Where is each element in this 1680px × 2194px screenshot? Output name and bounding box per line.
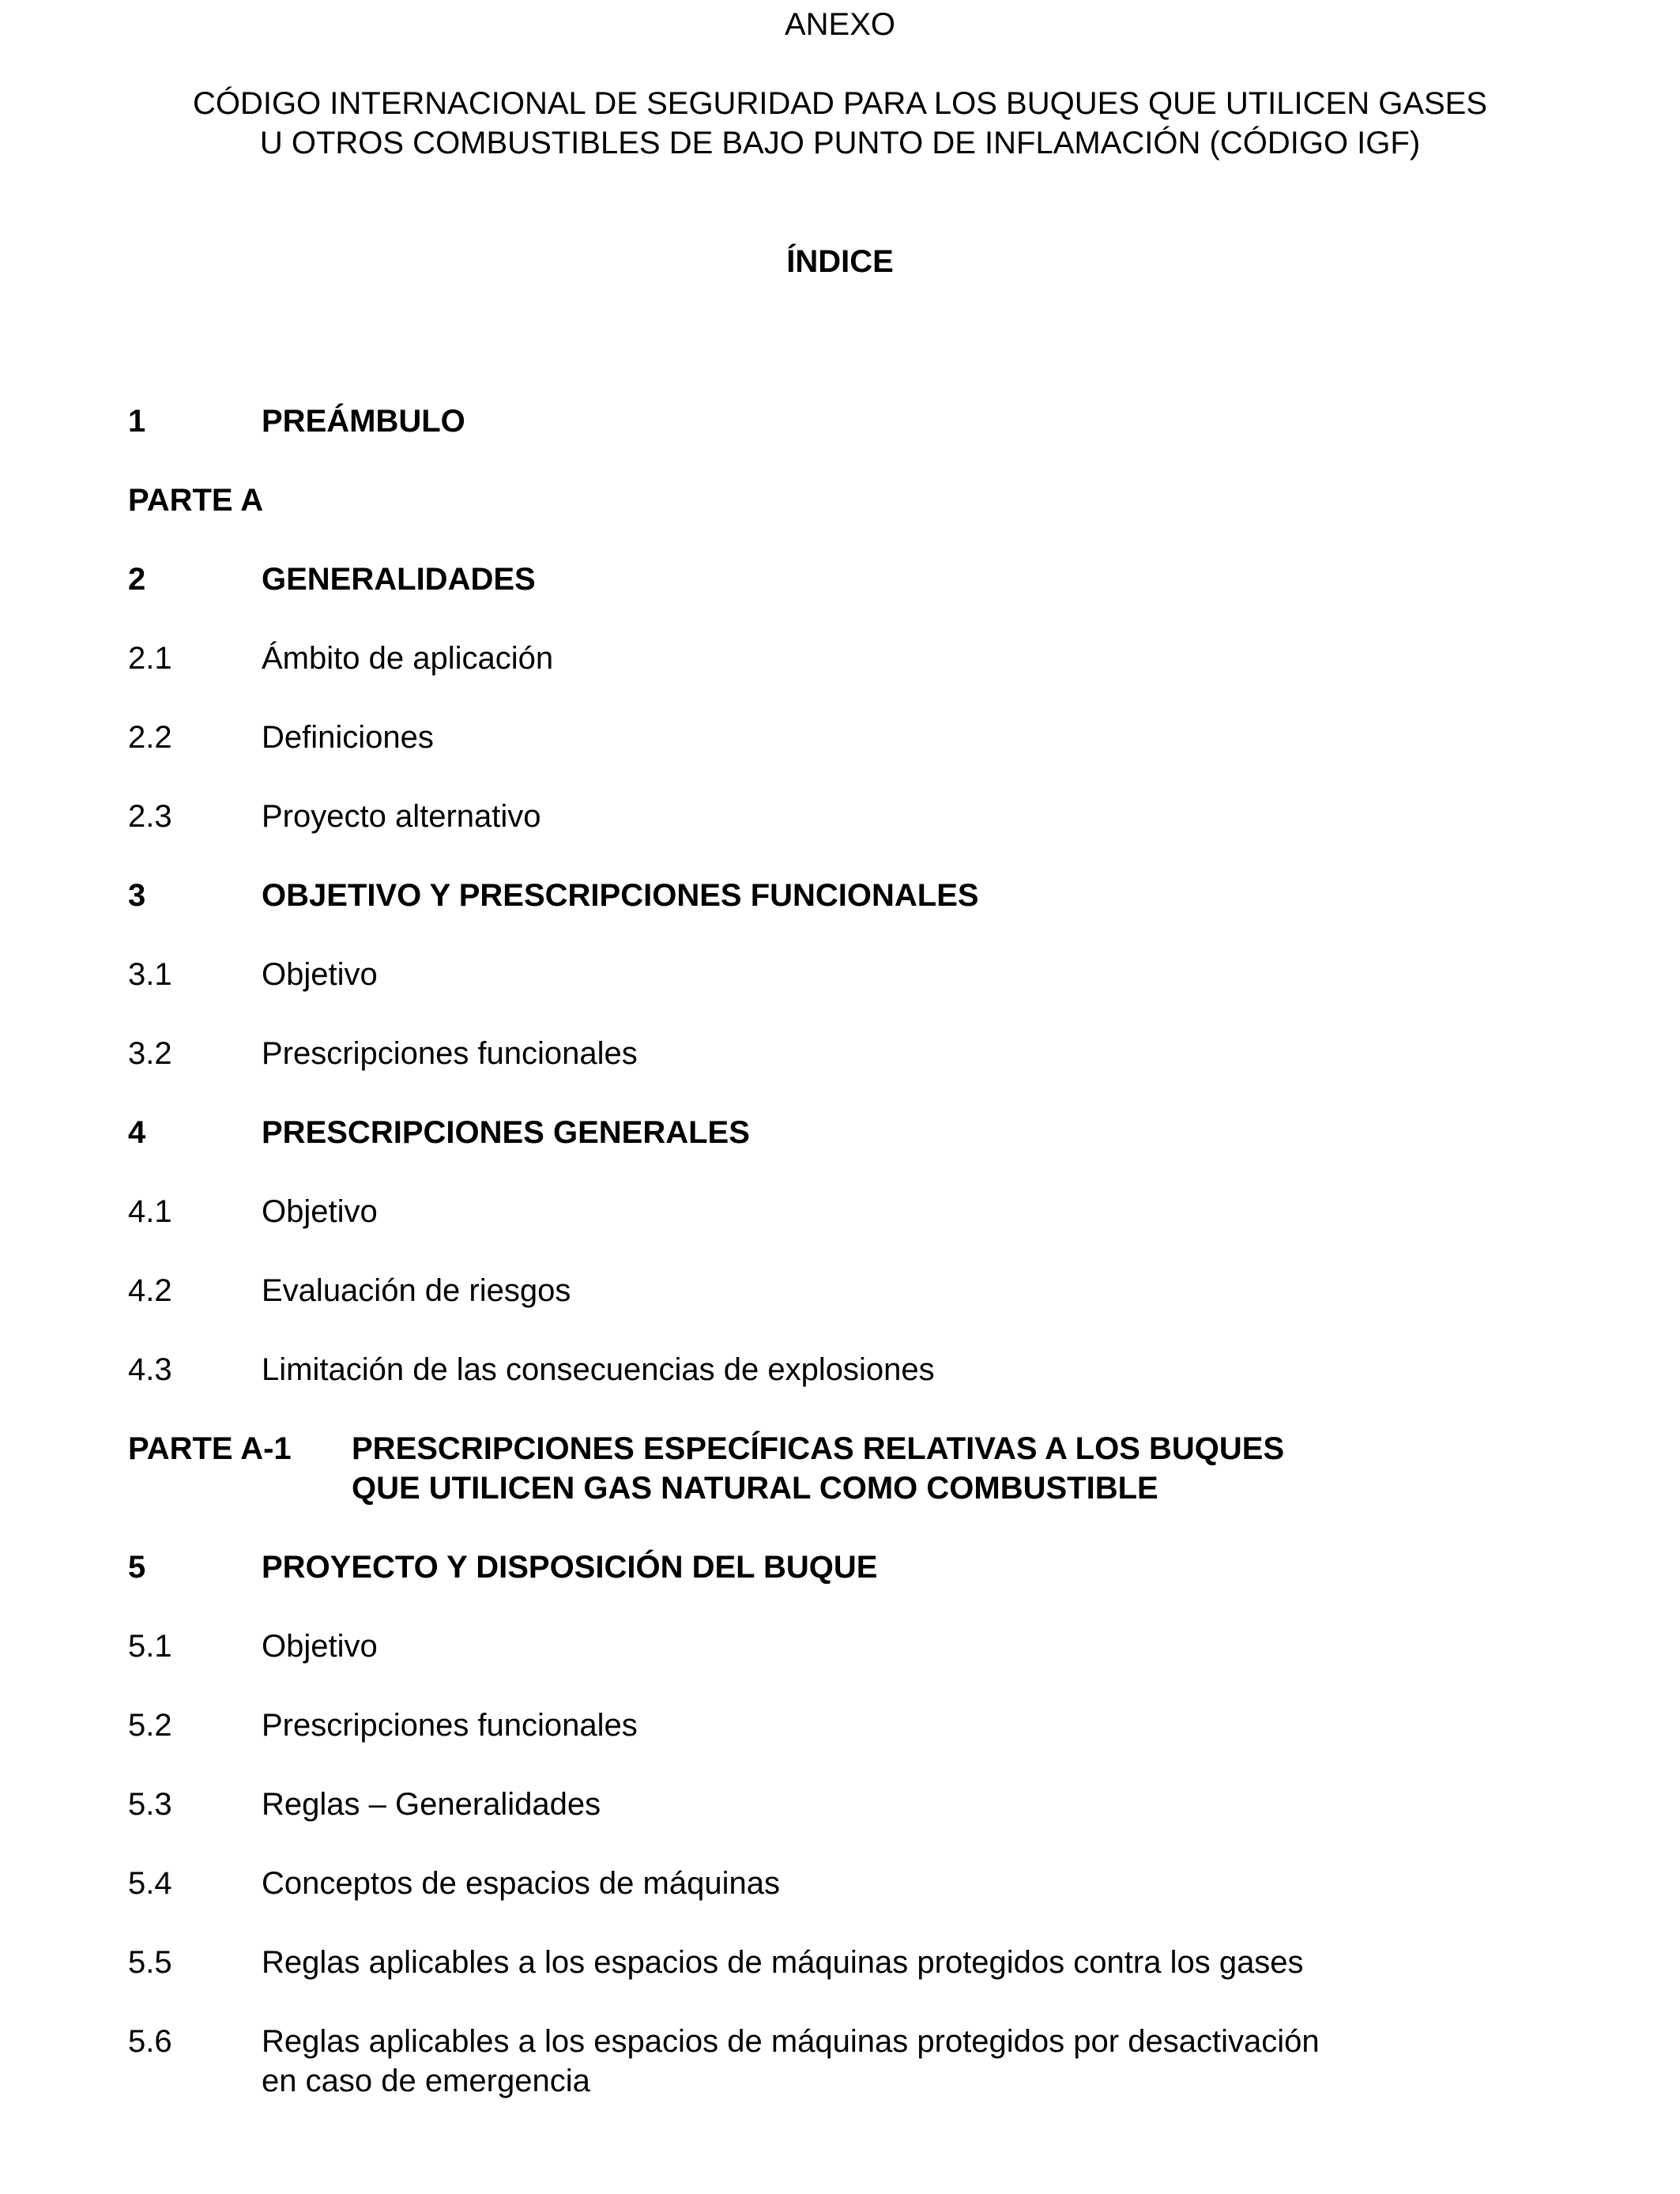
toc-number: 4.2 — [128, 1273, 172, 1308]
toc-text: Prescripciones funcionales — [262, 1036, 638, 1071]
toc-text: Proyecto alternativo — [262, 799, 541, 834]
toc-number: 5.2 — [128, 1708, 172, 1743]
toc-number: 2 — [128, 562, 146, 597]
toc-text: Ámbito de aplicación — [262, 641, 554, 676]
index-title: ÍNDICE — [786, 244, 894, 279]
toc-number: 5.1 — [128, 1629, 172, 1664]
toc-text: Evaluación de riesgos — [262, 1273, 571, 1308]
toc-text: Limitación de las consecuencias de explosiones — [262, 1352, 935, 1387]
document-title-line-1: CÓDIGO INTERNACIONAL DE SEGURIDAD PARA LOS BUQUES QUE UTILICEN GASES — [192, 86, 1488, 121]
toc-number: 5.6 — [128, 2024, 172, 2059]
toc-text: Conceptos de espacios de máquinas — [262, 1866, 780, 1901]
document-title-line-2: U OTROS COMBUSTIBLES DE BAJO PUNTO DE INFLAMACIÓN (CÓDIGO IGF) — [259, 126, 1421, 160]
toc-text-line-2: en caso de emergencia — [262, 2064, 590, 2098]
toc-text: Objetivo — [262, 1194, 378, 1229]
toc-number: 4.3 — [128, 1352, 172, 1387]
toc-text: PROYECTO Y DISPOSICIÓN DEL BUQUE — [262, 1550, 878, 1585]
toc-text: Objetivo — [262, 1629, 378, 1664]
part-title-line-1: PRESCRIPCIONES ESPECÍFICAS RELATIVAS A LOS BUQUES — [352, 1431, 1285, 1466]
toc-number: 5 — [128, 1550, 146, 1585]
toc-number: 4 — [128, 1115, 146, 1150]
toc-number: 3.2 — [128, 1036, 172, 1071]
toc-number: 5.4 — [128, 1866, 172, 1901]
part-title-line-2: QUE UTILICEN GAS NATURAL COMO COMBUSTIBLE — [352, 1471, 1158, 1506]
toc-text: Objetivo — [262, 957, 378, 992]
toc-text: Reglas aplicables a los espacios de máquinas protegidos contra los gases — [262, 1945, 1304, 1980]
toc-number: 2.3 — [128, 799, 172, 834]
toc-number: 5.3 — [128, 1787, 172, 1822]
toc-number: 3 — [128, 878, 146, 913]
toc-text: Prescripciones funcionales — [262, 1708, 638, 1743]
toc-text-line-1: Reglas aplicables a los espacios de máquinas protegidos por desactivación — [262, 2024, 1320, 2059]
toc-text: PRESCRIPCIONES GENERALES — [262, 1115, 750, 1150]
toc-number: 4.1 — [128, 1194, 172, 1229]
toc-number: 1 — [128, 404, 146, 439]
toc-text: PREÁMBULO — [262, 404, 465, 439]
toc-number: 3.1 — [128, 957, 172, 992]
toc-number: 2.2 — [128, 720, 172, 755]
toc-text: Definiciones — [262, 720, 434, 755]
part-label: PARTE A-1 — [128, 1431, 292, 1466]
toc-text: GENERALIDADES — [262, 562, 536, 597]
toc-number: 2.1 — [128, 641, 172, 676]
toc-text: Reglas – Generalidades — [262, 1787, 601, 1822]
annex-label: ANEXO — [784, 7, 896, 42]
part-label: PARTE A — [128, 483, 264, 518]
toc-number: 5.5 — [128, 1945, 172, 1980]
toc-text: OBJETIVO Y PRESCRIPCIONES FUNCIONALES — [262, 878, 979, 913]
